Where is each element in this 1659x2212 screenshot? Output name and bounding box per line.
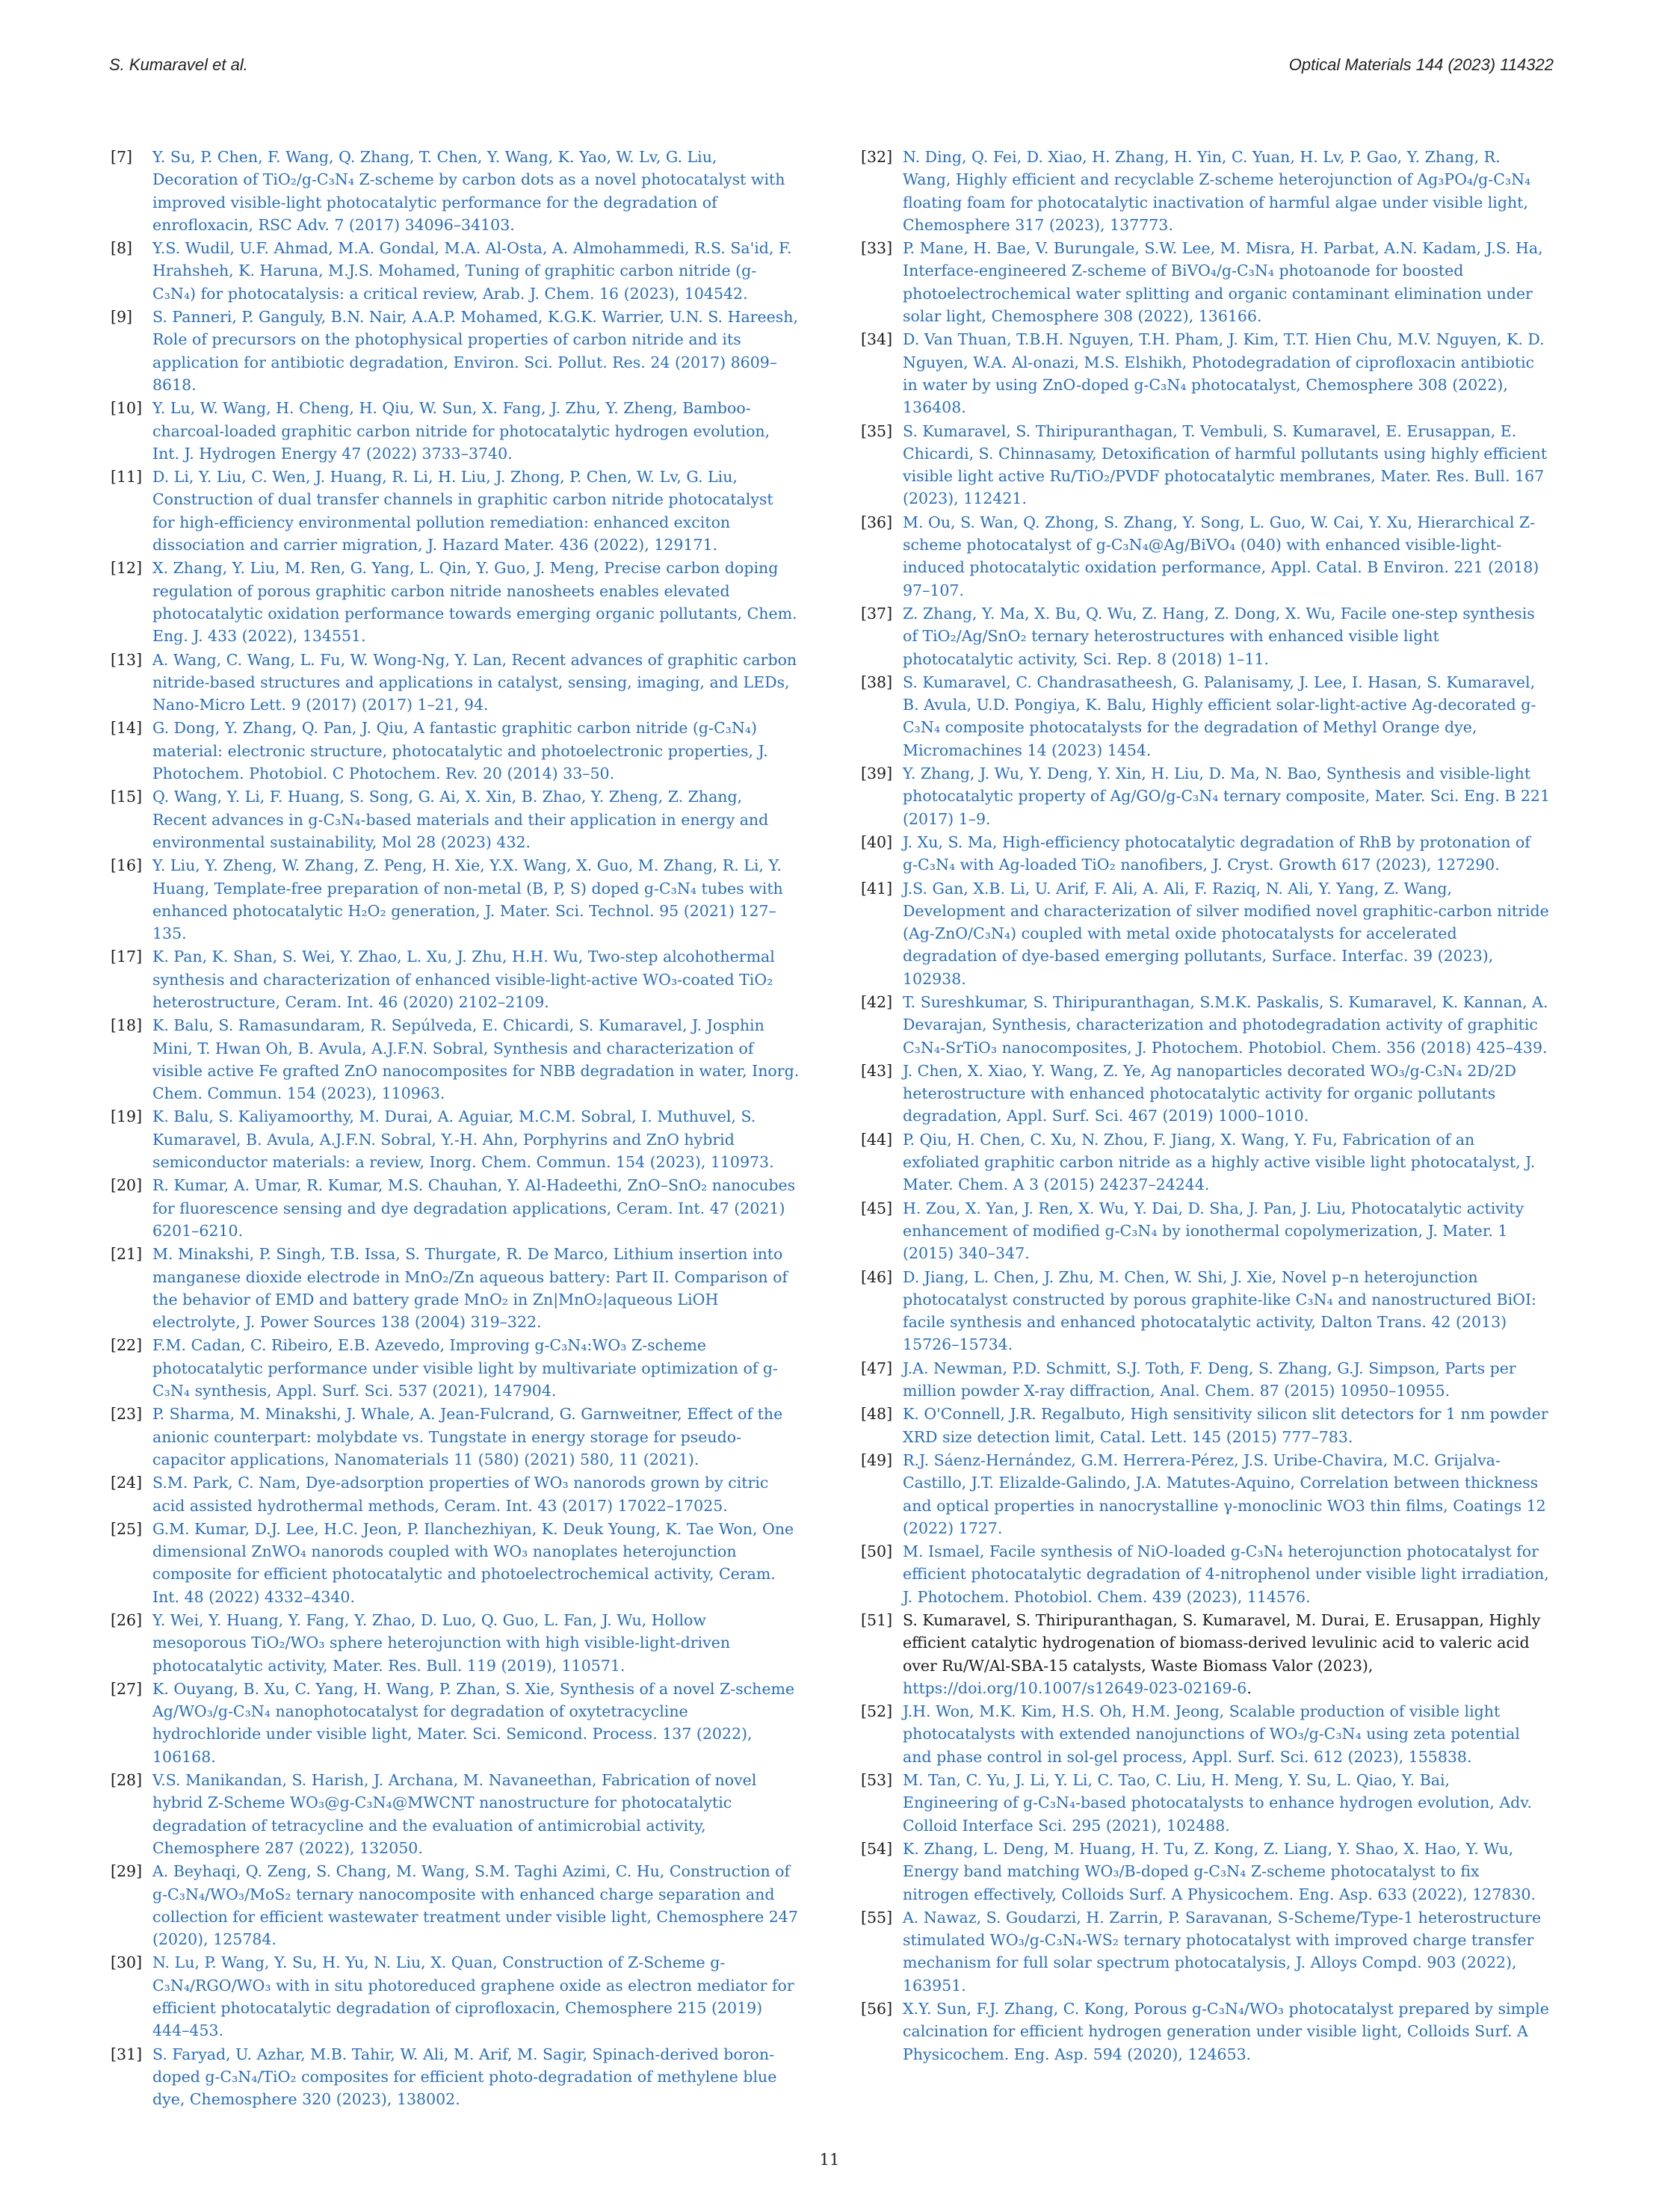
reference-number: [38] — [861, 673, 893, 691]
reference-text[interactable]: Q. Wang, Y. Li, F. Huang, S. Song, G. Ai, X. Xin, B. Zhao, Y. Zheng, Z. Zhang, Recent advances in g-C₃N₄-based materials and their application in energy and environmental sustainability, Mol 28 (2023) 432. — [152, 788, 769, 851]
reference-number: [7] — [111, 148, 133, 166]
reference-text[interactable]: R.J. Sáenz-Hernández, G.M. Herrera-Pérez, J.S. Uribe-Chavira, M.C. Grijalva-Castillo, J.T. Elizalde-Galindo, J.A. Matutes-Aquino, Correlation between thickness and optical properties in nanocrystalline γ-monoclinic WO3 thin films, Coatings 12 (2022) 1727. — [903, 1451, 1546, 1537]
reference-number: [45] — [861, 1199, 893, 1217]
reference-text[interactable]: D. Van Thuan, T.B.H. Nguyen, T.H. Pham, J. Kim, T.T. Hien Chu, M.V. Nguyen, K. D. Nguyen, W.A. Al-onazi, M.S. Elshikh, Photodegradation of ciprofloxacin antibiotic in water by using ZnO-doped g-C₃N₄ photocatalyst, Chemosphere 308 (2022), 136408. — [903, 330, 1545, 417]
reference-number: [44] — [861, 1130, 893, 1149]
reference-number: [28] — [111, 1771, 143, 1790]
reference-entry[interactable] — [111, 306, 800, 396]
reference-text[interactable]: Y.S. Wudil, U.F. Ahmad, M.A. Gondal, M.A. Al-Osta, A. Almohammedi, R.S. Sa'id, F. Hrahsheh, K. Haruna, M.J.S. Mohamed, Tuning of graphitic carbon nitride (g-C₃N₄) for photocatalysis: a critical review, Arab. J. Chem. 16 (2023), 104542. — [152, 239, 792, 303]
reference-number: [16] — [111, 856, 143, 875]
reference-text[interactable]: M. Minakshi, P. Singh, T.B. Issa, S. Thurgate, R. De Marco, Lithium insertion into manganese dioxide electrode in MnO₂/Zn aqueous battery: Part II. Comparison of the behavior of EMD and battery grade MnO₂ in Zn|MnO₂|aqueous LiOH electrolyte, J. Power Sources 138 (2004) 319–322. — [152, 1245, 788, 1332]
reference-entry[interactable] — [111, 1951, 800, 2042]
reference-entry[interactable] — [111, 557, 800, 647]
reference-number: [36] — [861, 513, 893, 531]
reference-text[interactable]: Y. Lu, W. Wang, H. Cheng, H. Qiu, W. Sun, X. Fang, J. Zhu, Y. Zheng, Bamboo-charcoal-loaded graphitic carbon nitride for photocatalytic hydrogen evolution, Int. J. Hydrogen Energy 47 (2022) 3733–3740. — [152, 399, 770, 463]
reference-number: [18] — [111, 1016, 143, 1035]
reference-entry[interactable] — [111, 649, 800, 717]
reference-text[interactable]: S. Panneri, P. Ganguly, B.N. Nair, A.A.P. Mohamed, K.G.K. Warrier, U.N. S. Hareesh, Role of precursors on the photophysical properties of carbon nitride and its application for antibiotic degradation, Environ. Sci. Pollut. Res. 24 (2017) 8609–8618. — [152, 308, 798, 394]
reference-number: [32] — [861, 148, 893, 166]
reference-text[interactable]: J.A. Newman, P.D. Schmitt, S.J. Toth, F. Deng, S. Zhang, G.J. Simpson, Parts per million powder X-ray diffraction, Anal. Chem. 87 (2015) 10950–10955. — [903, 1359, 1516, 1400]
running-header-authors: S. Kumaravel et al. — [109, 55, 248, 74]
reference-entry[interactable] — [111, 1174, 800, 1242]
reference-text[interactable]: Y. Zhang, J. Wu, Y. Deng, Y. Xin, H. Liu, D. Ma, N. Bao, Synthesis and visible-light photocatalytic property of Ag/GO/g-C₃N₄ ternary composite, Mater. Sci. Eng. B 221 (2017) 1–9. — [903, 764, 1550, 828]
reference-text[interactable]: K. Pan, K. Shan, S. Wei, Y. Zhao, L. Xu, J. Zhu, H.H. Wu, Two-step alcohothermal synthesis and characterization of enhanced visible-light-active WO₃-coated TiO₂ heterostructure, Ceram. Int. 46 (2020) 2102–2109. — [152, 948, 775, 1011]
reference-number: [40] — [861, 832, 893, 851]
reference-text[interactable]: S.M. Park, C. Nam, Dye-adsorption properties of WO₃ nanorods grown by citric acid assisted hydrothermal methods, Ceram. Int. 43 (2017) 17022–17025. — [152, 1474, 769, 1515]
reference-entry[interactable] — [861, 991, 1550, 1059]
reference-number: [30] — [111, 1953, 143, 1972]
reference-entry[interactable] — [861, 1906, 1550, 1997]
reference-text[interactable]: Y. Wei, Y. Huang, Y. Fang, Y. Zhao, D. Luo, Q. Guo, L. Fan, J. Wu, Hollow mesoporous TiO₂/WO₃ sphere heterojunction with high visible-light-driven photocatalytic activity, Mater. Res. Bull. 119 (2019), 110571. — [152, 1611, 731, 1675]
reference-entry[interactable] — [111, 1105, 800, 1173]
reference-number: [34] — [861, 330, 893, 349]
reference-entry[interactable] — [111, 146, 800, 236]
reference-entry[interactable] — [861, 1357, 1550, 1403]
reference-number: [25] — [111, 1519, 143, 1538]
reference-entry[interactable] — [111, 717, 800, 785]
reference-number: [50] — [861, 1542, 893, 1561]
reference-entry[interactable] — [111, 1518, 800, 1608]
reference-entry[interactable] — [861, 1769, 1550, 1837]
reference-text[interactable]: T. Sureshkumar, S. Thiripuranthagan, S.M.K. Paskalis, S. Kumaravel, K. Kannan, A. Devarajan, Synthesis, characterization and photodegradation activity of graphitic C₃N₄-SrTiO₃ nanocomposites, J. Photochem. Photobiol. Chem. 356 (2018) 425–439. — [903, 992, 1548, 1057]
reference-number: [24] — [111, 1474, 143, 1492]
reference-number: [46] — [861, 1267, 893, 1286]
reference-number: [29] — [111, 1862, 143, 1881]
reference-number: [13] — [111, 650, 143, 669]
reference-entry[interactable] — [111, 1769, 800, 1859]
reference-number: [33] — [861, 239, 893, 258]
reference-text[interactable]: S. Faryad, U. Azhar, M.B. Tahir, W. Ali, M. Arif, M. Sagir, Spinach-derived boron-doped g-C₃N₄/TiO₂ composites for efficient photo-degradation of methylene blue dye, Chemosphere 320 (2023), 138002. — [152, 2045, 777, 2109]
reference-text[interactable]: X. Zhang, Y. Liu, M. Ren, G. Yang, L. Qin, Y. Guo, J. Meng, Precise carbon doping regulation of porous graphitic carbon nitride nanosheets enables elevated photocatalytic oxidation performance towards emerging organic pollutants, Chem. Eng. J. 433 (2022), 134551. — [152, 559, 797, 646]
reference-number: [9] — [111, 308, 133, 327]
reference-text[interactable]: X.Y. Sun, F.J. Zhang, C. Kong, Porous g-C₃N₄/WO₃ photocatalyst prepared by simple calcination for efficient hydrogen generation under visible light, Colloids Surf. A Physicochem. Eng. Asp. 594 (2020), 124653. — [903, 2000, 1549, 2063]
reference-entry[interactable] — [861, 1266, 1550, 1356]
reference-entry[interactable] — [861, 1838, 1550, 1906]
references-left-column — [111, 146, 800, 2112]
reference-text[interactable]: S. Kumaravel, S. Thiripuranthagan, S. Kumaravel, M. Durai, E. Erusappan, Highly efficient catalytic hydrogenation of biomass-derived levulinic acid to valeric acid over Ru/W/Al-SBA-15 catalysts, Waste Biomass Valor (2023), — [903, 1611, 1541, 1675]
reference-tail: . — [1246, 1678, 1252, 1697]
reference-text[interactable]: G. Dong, Y. Zhang, Q. Pan, J. Qiu, A fantastic graphitic carbon nitride (g-C₃N₄) material: electronic structure, photocatalytic and photoelectronic properties, J. Photochem. Photobiol. C Photochem. Rev. 20 (2014) 33–50. — [152, 719, 768, 783]
reference-number: [19] — [111, 1107, 143, 1126]
reference-number: [12] — [111, 559, 143, 578]
reference-text[interactable]: M. Ismael, Facile synthesis of NiO-loaded g-C₃N₄ heterojunction photocatalyst for efficient photocatalytic degradation of 4-nitrophenol under visible light irradiation, J. Photochem. Photobiol. Chem. 439 (2023), 114576. — [903, 1542, 1549, 1606]
reference-text[interactable]: M. Tan, C. Yu, J. Li, Y. Li, C. Tao, C. Liu, H. Meng, Y. Su, L. Qiao, Y. Bai, Engineering of g-C₃N₄-based photocatalysts to enhance hydrogen evolution, Adv. Colloid Interface Sci. 295 (2021), 102488. — [903, 1771, 1532, 1835]
doi-link[interactable]: https://doi.org/10.1007/s12649-023-02169-6 — [903, 1678, 1247, 1697]
reference-entry[interactable] — [861, 1197, 1550, 1265]
reference-text[interactable]: K. Balu, S. Kaliyamoorthy, M. Durai, A. Aguiar, M.C.M. Sobral, I. Muthuvel, S. Kumaravel, B. Avula, A.J.F.N. Sobral, Y.-H. Ahn, Porphyrins and ZnO hybrid semiconductor materials: a review, Inorg. Chem. Commun. 154 (2023), 110973. — [152, 1107, 774, 1172]
reference-number: [11] — [111, 468, 143, 486]
reference-entry[interactable] — [861, 762, 1550, 830]
reference-text[interactable]: A. Wang, C. Wang, L. Fu, W. Wong-Ng, Y. Lan, Recent advances of graphitic carbon nitride-based structures and applications in catalyst, sensing, imaging, and LEDs, Nano-Micro Lett. 9 (2017) (2017) 1–21, 94. — [152, 650, 797, 714]
reference-number: [10] — [111, 399, 143, 418]
reference-text[interactable]: D. Jiang, L. Chen, J. Zhu, M. Chen, W. Shi, J. Xie, Novel p–n heterojunction photocatalyst constructed by porous graphite-like C₃N₄ and nanostructured BiOI: facile synthesis and enhanced photocatalytic activity, Dalton Trans. 42 (2013) 15726–15734. — [903, 1267, 1536, 1354]
reference-text[interactable]: J.H. Won, M.K. Kim, H.S. Oh, H.M. Jeong, Scalable production of visible light photocatalysts with extended nanojunctions of WO₃/g-C₃N₄ using zeta potential and phase control in sol-gel process, Appl. Surf. Sci. 612 (2023), 155838. — [903, 1702, 1520, 1766]
reference-number: [47] — [861, 1359, 893, 1377]
reference-entry[interactable] — [111, 1609, 800, 1677]
reference-text[interactable]: M. Ou, S. Wan, Q. Zhong, S. Zhang, Y. Song, L. Guo, W. Cai, Y. Xu, Hierarchical Z-scheme photocatalyst of g-C₃N₄@Ag/BiVO₄ (040) with enhanced visible-light-induced photocatalytic oxidation performance, Appl. Catal. B Environ. 221 (2018) 97–107. — [903, 513, 1539, 599]
reference-number: [52] — [861, 1702, 893, 1721]
reference-entry[interactable] — [861, 602, 1550, 670]
reference-text[interactable]: N. Ding, Q. Fei, D. Xiao, H. Zhang, H. Yin, C. Yuan, H. Lv, P. Gao, Y. Zhang, R. Wang, Highly efficient and recyclable Z-scheme heterojunction of Ag₃PO₄/g-C₃N₄ floating foam for photocatalytic inactivation of harmful algae under visible light, Chemosphere 317 (2023), 137773. — [903, 148, 1531, 234]
reference-entry[interactable] — [861, 877, 1550, 990]
reference-entry[interactable] — [861, 1700, 1550, 1768]
reference-text[interactable]: K. Zhang, L. Deng, M. Huang, H. Tu, Z. Kong, Z. Liang, Y. Shao, X. Hao, Y. Wu, Energy band matching WO₃/B-doped g-C₃N₄ Z-scheme photocatalyst to fix nitrogen effectively, Colloids Surf. A Physicochem. Eng. Asp. 633 (2022), 127830. — [903, 1839, 1536, 1903]
reference-entry[interactable] — [111, 397, 800, 465]
reference-text[interactable]: H. Zou, X. Yan, J. Ren, X. Wu, Y. Dai, D. Sha, J. Pan, J. Liu, Photocatalytic activity enhancement of modified g-C₃N₄ by ionothermal copolymerization, J. Mater. 1 (2015) 340–347. — [903, 1199, 1524, 1263]
reference-text[interactable]: S. Kumaravel, S. Thiripuranthagan, T. Vembuli, S. Kumaravel, E. Erusappan, E. Chicardi, S. Chinnasamy, Detoxification of harmful pollutants using highly efficient visible light active Ru/TiO₂/PVDF photocatalytic membranes, Mater. Res. Bull. 167 (2023), 112421. — [903, 421, 1548, 508]
reference-text[interactable]: K. O'Connell, J.R. Regalbuto, High sensitivity silicon slit detectors for 1 nm powder XRD size detection limit, Catal. Lett. 145 (2015) 777–783. — [903, 1405, 1548, 1446]
running-header-journal: Optical Materials 144 (2023) 114322 — [1288, 55, 1554, 74]
references-right-column — [861, 146, 1550, 2066]
reference-entry[interactable] — [111, 2043, 800, 2111]
reference-entry[interactable] — [861, 420, 1550, 510]
reference-text[interactable]: N. Lu, P. Wang, Y. Su, H. Yu, N. Liu, X. Quan, Construction of Z-Scheme g-C₃N₄/RGO/WO₃ with in situ photoreduced graphene oxide as electron mediator for efficient photocatalytic degradation of ciprofloxacin, Chemosphere 215 (2019) 444–453. — [152, 1953, 794, 2040]
reference-text[interactable]: V.S. Manikandan, S. Harish, J. Archana, M. Navaneethan, Fabrication of novel hybrid Z-Scheme WO₃@g-C₃N₄@MWCNT nanostructure for photocatalytic degradation of tetracycline and the evaluation of antimicrobial activity, Chemosphere 287 (2022), 132050. — [152, 1771, 757, 1857]
reference-entry[interactable] — [861, 1449, 1550, 1539]
reference-text[interactable]: J.S. Gan, X.B. Li, U. Arif, F. Ali, A. Ali, F. Raziq, N. Ali, Y. Yang, Z. Wang, Development and characterization of silver modified novel graphitic-carbon nitride (Ag-ZnO/C₃N₄) coupled with metal oxide photocatalysts for accelerated degradation of dye-based emerging pollutants, Surface. Interfac. 39 (2023), 102938. — [903, 879, 1549, 988]
reference-text[interactable]: D. Li, Y. Liu, C. Wen, J. Huang, R. Li, H. Liu, J. Zhong, P. Chen, W. Lv, G. Liu, Construction of dual transfer channels in graphitic carbon nitride photocatalyst for high-efficiency environmental pollution remediation: enhanced exciton dissociation and carrier migration, J. Hazard Mater. 436 (2022), 129171. — [152, 468, 773, 554]
reference-number: [55] — [861, 1908, 893, 1927]
reference-number: [21] — [111, 1245, 143, 1264]
reference-number: [31] — [111, 2045, 143, 2063]
reference-entry[interactable] — [861, 1998, 1550, 2066]
reference-number: [26] — [111, 1611, 143, 1629]
reference-entry[interactable] — [111, 1403, 800, 1471]
reference-text[interactable]: A. Beyhaqi, Q. Zeng, S. Chang, M. Wang, S.M. Taghi Azimi, C. Hu, Construction of g-C₃N₄/WO₃/MoS₂ ternary nanocomposite with enhanced charge separation and collection for efficient wastewater treatment under visible light, Chemosphere 247 (2020), 125784. — [152, 1862, 798, 1949]
reference-text[interactable]: R. Kumar, A. Umar, R. Kumar, M.S. Chauhan, Y. Al-Hadeethi, ZnO–SnO₂ nanocubes for fluorescence sensing and dye degradation applications, Ceram. Int. 47 (2021) 6201–6210. — [152, 1176, 796, 1240]
reference-entry[interactable] — [861, 511, 1550, 602]
reference-entry[interactable] — [111, 1014, 800, 1105]
page-number: 11 — [819, 2151, 840, 2169]
reference-text[interactable]: K. Ouyang, B. Xu, C. Yang, H. Wang, P. Zhan, S. Xie, Synthesis of a novel Z-scheme Ag/WO₃/g-C₃N₄ nanophotocatalyst for degradation of oxytetracycline hydrochloride under visible light, Mater. Sci. Semicond. Process. 137 (2022), 106168. — [152, 1679, 795, 1766]
reference-entry[interactable] — [111, 1334, 800, 1402]
reference-entry[interactable] — [861, 1540, 1550, 1608]
reference-number: [20] — [111, 1176, 143, 1195]
reference-number: [17] — [111, 948, 143, 966]
reference-number: [56] — [861, 2000, 893, 2018]
reference-entry[interactable] — [861, 328, 1550, 418]
reference-text[interactable]: Y. Su, P. Chen, F. Wang, Q. Zhang, T. Chen, Y. Wang, K. Yao, W. Lv, G. Liu, Decoration of TiO₂/g-C₃N₄ Z-scheme by carbon dots as a novel photocatalyst with improved visible-light photocatalytic performance for the degradation of enrofloxacin, RSC Adv. 7 (2017) 34096–34103. — [152, 148, 785, 234]
reference-entry[interactable] — [861, 1060, 1550, 1128]
reference-number: [41] — [861, 879, 893, 898]
reference-text[interactable]: S. Kumaravel, C. Chandrasatheesh, G. Palanisamy, J. Lee, I. Hasan, S. Kumaravel, B. Avula, U.D. Pongiya, K. Balu, Highly efficient solar-light-active Ag-decorated g-C₃N₄ composite photocatalysts for the degradation of Methyl Orange dye, Micromachines 14 (2023) 1454. — [903, 673, 1536, 759]
reference-entry[interactable] — [111, 1243, 800, 1333]
reference-number: [42] — [861, 992, 893, 1011]
reference-text[interactable]: P. Mane, H. Bae, V. Burungale, S.W. Lee, M. Misra, H. Parbat, A.N. Kadam, J.S. Ha, Interface-engineered Z-scheme of BiVO₄/g-C₃N₄ photoanode for boosted photoelectrochemical water splitting and organic contaminant elimination under solar light, Chemosphere 308 (2022), 136166. — [903, 239, 1543, 326]
reference-text[interactable]: J. Xu, S. Ma, High-efficiency photocatalytic degradation of RhB by protonation of g-C₃N₄ with Ag-loaded TiO₂ nanofibers, J. Cryst. Growth 617 (2023), 127290. — [903, 832, 1530, 874]
reference-text[interactable]: Y. Liu, Y. Zheng, W. Zhang, Z. Peng, H. Xie, Y.X. Wang, X. Guo, M. Zhang, R. Li, Y. Huang, Template-free preparation of non-metal (B, P, S) doped g-C₃N₄ tubes with enhanced photocatalytic H₂O₂ generation, J. Mater. Sci. Technol. 95 (2021) 127–135. — [152, 856, 783, 943]
reference-entry[interactable] — [861, 831, 1550, 877]
reference-entry[interactable] — [111, 854, 800, 945]
reference-number: [54] — [861, 1839, 893, 1858]
reference-entry[interactable] — [861, 1403, 1550, 1448]
reference-text[interactable]: A. Nawaz, S. Goudarzi, H. Zarrin, P. Saravanan, S-Scheme/Type-1 heterostructure stimulated WO₃/g-C₃N₄-WS₂ ternary photocatalyst with improved charge transfer mechanism for full solar spectrum photocatalysis, J. Alloys Compd. 903 (2022), 163951. — [903, 1908, 1542, 1995]
reference-entry[interactable] — [111, 466, 800, 556]
reference-text[interactable]: P. Qiu, H. Chen, C. Xu, N. Zhou, F. Jiang, X. Wang, Y. Fu, Fabrication of an exfoliated graphitic carbon nitride as a highly active visible light photocatalyst, J. Mater. Chem. A 3 (2015) 24237–24244. — [903, 1130, 1536, 1194]
reference-number: [23] — [111, 1405, 143, 1424]
reference-number: [27] — [111, 1679, 143, 1698]
reference-entry[interactable] — [111, 1471, 800, 1517]
reference-number: [37] — [861, 604, 893, 622]
reference-text[interactable]: G.M. Kumar, D.J. Lee, H.C. Jeon, P. Ilanchezhiyan, K. Deuk Young, K. Tae Won, One dimensional ZnWO₄ nanorods coupled with WO₃ nanoplates heterojunction composite for efficient photocatalytic and photoelectrochemical activity, Ceram. Int. 48 (2022) 4332–4340. — [152, 1519, 794, 1606]
reference-entry[interactable] — [111, 1678, 800, 1768]
reference-text[interactable]: J. Chen, X. Xiao, Y. Wang, Z. Ye, Ag nanoparticles decorated WO₃/g-C₃N₄ 2D/2D heterostructure with enhanced photocatalytic activity for organic pollutants degradation, Appl. Surf. Sci. 467 (2019) 1000–1010. — [903, 1061, 1517, 1125]
reference-entry[interactable] — [861, 237, 1550, 327]
reference-entry[interactable] — [861, 1128, 1550, 1196]
reference-number: [22] — [111, 1336, 143, 1355]
reference-number: [53] — [861, 1771, 893, 1790]
reference-number: [35] — [861, 421, 893, 440]
reference-number: [48] — [861, 1405, 893, 1424]
reference-entry[interactable] — [111, 945, 800, 1013]
reference-number: [8] — [111, 239, 133, 258]
reference-text[interactable]: P. Sharma, M. Minakshi, J. Whale, A. Jean-Fulcrand, G. Garnweitner, Effect of the anionic counterpart: molybdate vs. Tungstate in energy storage for pseudo-capacitor applications, Nanomaterials 11 (580) (2021) 580, 11 (2021). — [152, 1405, 783, 1468]
reference-entry[interactable] — [111, 237, 800, 305]
reference-entry[interactable] — [111, 785, 800, 853]
reference-entry[interactable] — [861, 1609, 1550, 1699]
reference-entry[interactable] — [111, 1860, 800, 1950]
reference-text[interactable]: F.M. Cadan, C. Ribeiro, E.B. Azevedo, Improving g-C₃N₄:WO₃ Z-scheme photocatalytic performance under visible light by multivariate optimization of g-C₃N₄ synthesis, Appl. Surf. Sci. 537 (2021), 147904. — [152, 1336, 778, 1400]
reference-text[interactable]: Z. Zhang, Y. Ma, X. Bu, Q. Wu, Z. Hang, Z. Dong, X. Wu, Facile one-step synthesis of TiO₂/Ag/SnO₂ ternary heterostructures with enhanced visible light photocatalytic activity, Sci. Rep. 8 (2018) 1–11. — [903, 604, 1535, 668]
reference-number: [14] — [111, 719, 143, 738]
reference-entry[interactable] — [861, 146, 1550, 236]
reference-entry[interactable] — [861, 671, 1550, 761]
reference-number: [51] — [861, 1611, 893, 1629]
reference-number: [15] — [111, 788, 143, 806]
reference-number: [43] — [861, 1061, 893, 1080]
reference-number: [49] — [861, 1451, 893, 1469]
reference-number: [39] — [861, 764, 893, 783]
reference-text[interactable]: K. Balu, S. Ramasundaram, R. Sepúlveda, E. Chicardi, S. Kumaravel, J. Josphin Mini, T. Hwan Oh, B. Avula, A.J.F.N. Sobral, Synthesis and characterization of visible active Fe grafted ZnO nanocomposites for NBB degradation in water, Inorg. Chem. Commun. 154 (2023), 110963. — [152, 1016, 800, 1103]
